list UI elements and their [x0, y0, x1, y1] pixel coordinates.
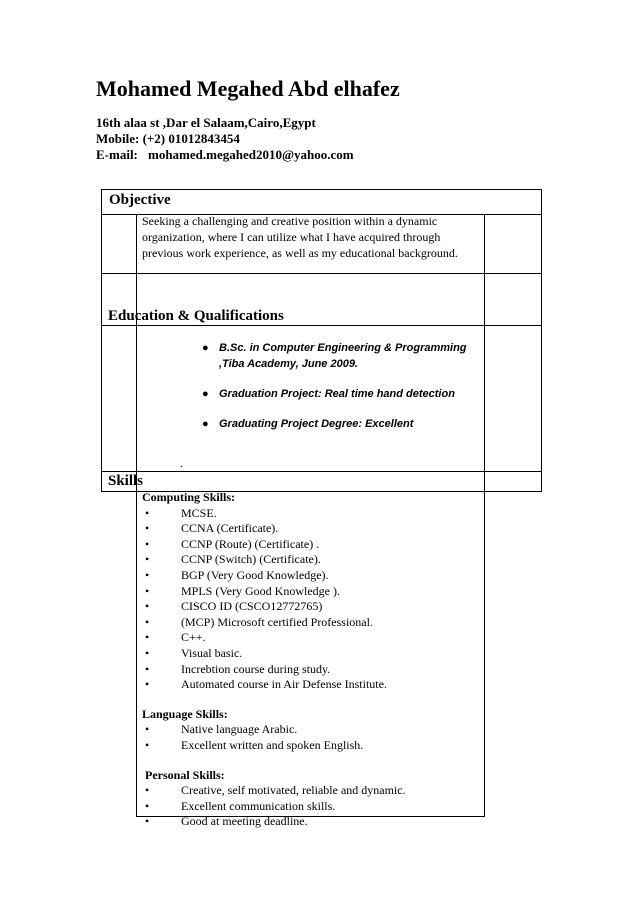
- skill-item: • BGP (Very Good Knowledge).: [145, 567, 329, 582]
- skill-item: • Automated course in Air Defense Institute.: [145, 677, 387, 692]
- bullet-icon: •: [145, 798, 150, 813]
- skill-item: • Good at meeting deadline.: [145, 814, 308, 829]
- address: 16th alaa st ,Dar el Salaam,Cairo,Egypt: [96, 115, 316, 130]
- skill-item: • CCNP (Route) (Certificate) .: [145, 536, 320, 551]
- skill-item: • Increbtion course during study.: [145, 661, 331, 676]
- right-edge-objective: [541, 215, 542, 273]
- bullet-icon: •: [145, 677, 150, 692]
- bullet-icon: •: [145, 630, 150, 645]
- bullet-icon: •: [145, 722, 150, 737]
- bullet-icon: •: [145, 552, 150, 567]
- bullet-icon: •: [145, 783, 150, 798]
- left-column-line: [136, 215, 137, 817]
- email-line: [96, 147, 354, 163]
- skills-content: [142, 490, 477, 830]
- bullet-icon: •: [145, 567, 150, 582]
- education-title: Education & Qualifications: [108, 308, 284, 324]
- computing-skills-heading: Computing Skills:: [142, 490, 236, 504]
- skill-item: • MPLS (Very Good Knowledge ).: [145, 583, 340, 598]
- bullet-icon: ●: [202, 388, 209, 400]
- personal-skills-heading: Personal Skills:: [145, 767, 225, 782]
- bullet-icon: •: [145, 521, 150, 536]
- education-item: ● Graduation Project: Real time hand detection: [202, 388, 455, 400]
- bullet-icon: •: [145, 583, 150, 598]
- language-skills-heading: Language Skills:: [142, 706, 228, 721]
- mobile: Mobile: (+2) 01012843454: [96, 131, 240, 146]
- bullet-icon: •: [145, 614, 150, 629]
- bullet-icon: •: [145, 599, 150, 614]
- objective-text: Seeking a challenging and creative position within a dynamic organization, where I can utilize what I have acquired through previous work experience, as well as my educational background.: [142, 214, 458, 260]
- bullet-icon: •: [145, 505, 150, 520]
- trailing-period: .: [180, 456, 183, 470]
- bullet-icon: ●: [202, 342, 209, 354]
- skills-title: Skills: [108, 473, 144, 489]
- skill-item: • Excellent written and spoken English.: [145, 737, 364, 752]
- skill-item: • Excellent communication skills.: [145, 798, 336, 813]
- left-edge-objective: [101, 215, 102, 273]
- skill-item: • Native language Arabic.: [145, 722, 298, 737]
- skills-header-cell: [101, 471, 542, 492]
- skill-item: • MCSE.: [145, 505, 217, 520]
- email-label: E-mail:: [96, 147, 138, 162]
- skill-item: • CCNP (Switch) (Certificate).: [145, 552, 321, 567]
- bullet-icon: •: [145, 737, 150, 752]
- left-edge-education: [101, 326, 102, 471]
- email: mohamed.megahed2010@yahoo.com: [148, 147, 354, 162]
- skill-item: • Visual basic.: [145, 645, 243, 660]
- skill-item: • CISCO ID (CSCO12772765): [145, 599, 323, 614]
- bullet-icon: •: [145, 536, 150, 551]
- skill-item: • CCNA (Certificate).: [145, 521, 279, 536]
- skill-item: • Creative, self motivated, reliable and dynamic.: [145, 783, 406, 798]
- candidate-name: Mohamed Megahed Abd elhafez: [96, 76, 400, 101]
- education-list: [202, 340, 472, 446]
- objective-title: Objective: [109, 192, 171, 208]
- skill-item: • C++.: [145, 630, 206, 645]
- bullet-icon: ●: [202, 418, 209, 430]
- right-edge-education: [541, 326, 542, 471]
- bullet-icon: •: [145, 645, 150, 660]
- education-item: ● Graduating Project Degree: Excellent: [202, 418, 414, 430]
- bullet-icon: •: [145, 661, 150, 676]
- education-item: ● B.Sc. in Computer Engineering & Programming ,Tiba Academy, June 2009.: [202, 342, 467, 370]
- right-column-line: [484, 215, 485, 817]
- skill-item: • (MCP) Microsoft certified Professional.: [145, 614, 373, 629]
- bullet-icon: •: [145, 814, 150, 829]
